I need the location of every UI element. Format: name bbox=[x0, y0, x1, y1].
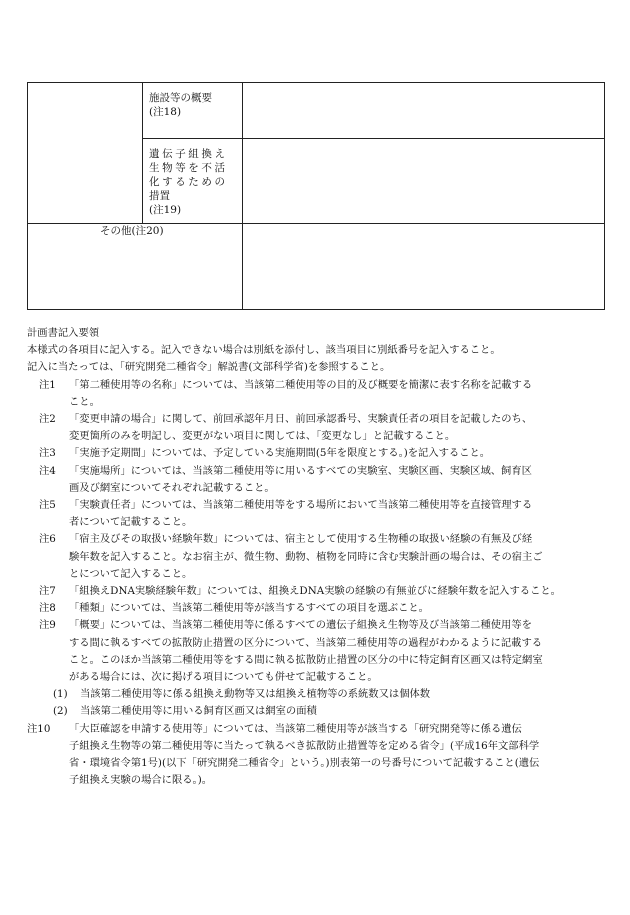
note-number: 注5 bbox=[39, 499, 56, 512]
note-line: 「実施場所」については、当該第二種使用等に用いるすべての実験室、実験区画、実験区域、飼育区 bbox=[69, 464, 532, 477]
inactivation-label-line: 生物等を不活 bbox=[149, 162, 228, 174]
note-subitem bbox=[27, 703, 607, 720]
note-number: 注9 bbox=[39, 619, 56, 632]
note-line: 「大臣確認を申請する使用等」については、当該第二種使用等が該当する「研究開発等に係る遺伝 bbox=[69, 722, 522, 735]
facility-row bbox=[28, 83, 605, 139]
note-text bbox=[69, 531, 607, 583]
instructions-intro: 記入に当たっては、「研究開発二種省令」解説書(文部科学省)を参照すること。 bbox=[27, 361, 391, 374]
note-text bbox=[69, 600, 607, 617]
note-number: 注6 bbox=[39, 533, 56, 546]
note-number: 注10 bbox=[27, 722, 51, 735]
note-text bbox=[69, 463, 607, 497]
other-label: その他(注20) bbox=[100, 225, 164, 237]
note-line: 「実験責任者」については、当該第二種使用等をする場所において当該第二種使用等を直接管理する bbox=[69, 499, 533, 512]
note-number: 注4 bbox=[39, 464, 56, 477]
inactivation-label-line: 措置 bbox=[149, 190, 170, 202]
other-label-cell bbox=[28, 224, 243, 310]
other-value-cell[interactable] bbox=[243, 224, 605, 310]
note-line: 「種類」については、当該第二種使用等が該当するすべての項目を選ぶこと。 bbox=[69, 602, 429, 615]
instructions-heading: 計画書記入要領 bbox=[27, 327, 100, 339]
note-item bbox=[27, 583, 607, 600]
note-item bbox=[27, 445, 607, 462]
note-item bbox=[27, 411, 607, 445]
note-item bbox=[27, 617, 607, 686]
facility-label-note: (注18) bbox=[149, 106, 182, 118]
note-item bbox=[27, 377, 607, 411]
note-item bbox=[27, 721, 607, 790]
inactivation-label-line: 化するための bbox=[149, 176, 228, 188]
facility-label bbox=[143, 83, 242, 119]
note-line: こと。 bbox=[69, 395, 100, 408]
other-row bbox=[28, 224, 605, 310]
inactivation-label-line: 遺伝子組換え bbox=[149, 148, 228, 160]
note-line: する間に執るすべての拡散防止措置の区分について、当該第二種使用等の過程がわかるように記載する bbox=[69, 636, 543, 649]
note-number: 注2 bbox=[39, 413, 56, 426]
note-line: 画及び網室についてそれぞれ記載すること。 bbox=[69, 481, 275, 494]
inactivation-label-note: (注19) bbox=[149, 204, 182, 216]
facility-label-cell bbox=[143, 83, 243, 139]
note-line: 「概要」については、当該第二種使用等に係るすべての遺伝子組換え生物等及び当該第二種使用等を bbox=[69, 619, 532, 632]
note-text bbox=[69, 721, 607, 790]
plan-form-table bbox=[27, 82, 605, 310]
inactivation-value-cell[interactable] bbox=[243, 139, 605, 224]
note-text bbox=[69, 377, 607, 411]
note-item bbox=[27, 497, 607, 531]
note-line: 省・環境省令第1号)(以下「研究開発二種省令」という。)別表第一の号番号について記載すること(遺伝 bbox=[69, 757, 540, 770]
subitem-number: (1) bbox=[53, 688, 68, 701]
subitem-text: 当該第二種使用等に用いる飼育区画又は網室の面積 bbox=[80, 705, 317, 718]
note-number: 注3 bbox=[39, 447, 56, 460]
note-line: 験年数を記入すること。なお宿主が、微生物、動物、植物を同時に含む実験計画の場合は、その宿主ご bbox=[69, 550, 543, 563]
note-number: 注1 bbox=[39, 378, 56, 391]
note-line: 者について記載すること。 bbox=[69, 516, 193, 529]
note-item bbox=[27, 600, 607, 617]
note-text bbox=[69, 497, 607, 531]
note-line: 「宿主及びその取扱い経験年数」については、宿主として使用する生物種の取扱い経験の有無及び経 bbox=[69, 533, 533, 546]
note-line: とについて記入すること。 bbox=[69, 567, 193, 580]
note-text bbox=[69, 411, 607, 445]
inactivation-label bbox=[143, 139, 242, 217]
note-number: 注7 bbox=[39, 585, 56, 598]
note-line: 「組換えDNA実験経験年数」については、組換えDNA実験の経験の有無並びに経験年数を記入すること。 bbox=[69, 585, 561, 598]
left-blank-cell bbox=[28, 83, 143, 224]
inactivation-label-cell bbox=[143, 139, 243, 224]
note-text bbox=[69, 445, 607, 462]
subitem-text: 当該第二種使用等に係る組換え動物等又は組換え植物等の系統数又は個体数 bbox=[80, 688, 431, 701]
note-item bbox=[27, 531, 607, 583]
instructions-intro: 本様式の各項目に記入する。記入できない場合は別紙を添付し、該当項目に別紙番号を記入すること。 bbox=[27, 344, 501, 357]
instructions bbox=[27, 325, 607, 789]
note-line: 「実施予定期間」については、予定している実施期間(5年を限度とする。)を記入すること。 bbox=[69, 447, 491, 460]
note-text bbox=[69, 617, 607, 686]
note-line: 「第二種使用等の名称」については、当該第二種使用等の目的及び概要を簡潔に表す名称を記載する bbox=[69, 378, 533, 391]
note-subitem bbox=[27, 686, 607, 703]
subitem-number: (2) bbox=[53, 705, 68, 718]
note-text bbox=[69, 583, 607, 600]
note-item bbox=[27, 463, 607, 497]
note-line: こと。このほか当該第二種使用等をする間に執る拡散防止措置の区分の中に特定飼育区画又は特定網室 bbox=[69, 653, 543, 666]
note-line: 「変更申請の場合」に関して、前回承認年月日、前回承認番号、実験責任者の項目を記載したのち、 bbox=[69, 413, 533, 426]
note-line: 変更箇所のみを明記し、変更がない項目に関しては、「変更なし」と記載すること。 bbox=[69, 430, 456, 443]
facility-label-line: 施設等の概要 bbox=[149, 92, 212, 104]
facility-value-cell[interactable] bbox=[243, 83, 605, 139]
note-line: 子組換え実験の場合に限る。)。 bbox=[69, 774, 213, 787]
note-line: がある場合には、次に掲げる項目についても併せて記載すること。 bbox=[69, 671, 378, 684]
note-line: 子組換え生物等の第二種使用等に当たって執るべき拡散防止措置等を定める省令」(平成16年文部科学 bbox=[69, 739, 540, 752]
note-number: 注8 bbox=[39, 602, 56, 615]
